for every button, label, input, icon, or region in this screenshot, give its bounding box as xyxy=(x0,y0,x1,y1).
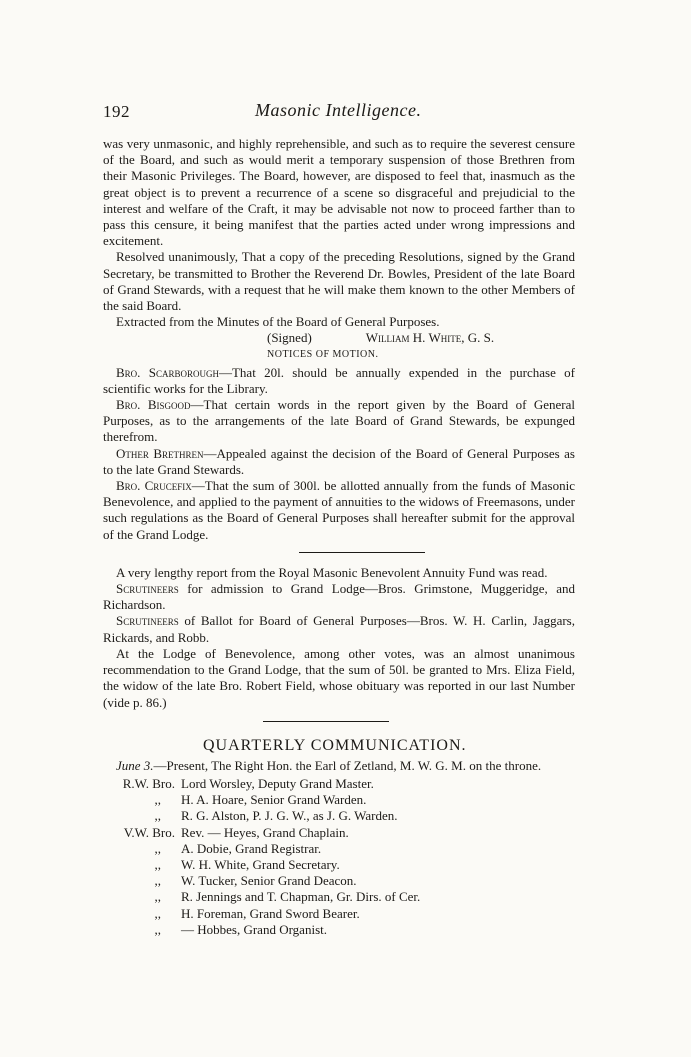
signature-line xyxy=(267,330,575,346)
motion-text: —That 20l. should be annually expended in the purchase of scientific works for the Library. xyxy=(103,364,575,396)
roster-entry: — Hobbes, Grand Organist. xyxy=(181,921,327,937)
roster-row xyxy=(103,906,575,922)
scrutineers-text: for admission to Grand Lodge—Bros. Grimstone, Muggeridge, and Richardson. xyxy=(103,581,575,613)
roster-label: ,, xyxy=(154,856,161,872)
paragraph-annuity-report: A very lengthy report from the Royal Masonic Benevolent Annuity Fund was read. xyxy=(116,564,548,580)
paragraph-scrutineers-admission xyxy=(103,581,575,613)
paragraph-qc-intro xyxy=(103,758,575,774)
motion-bisgood xyxy=(103,397,575,446)
roster-entry: W. H. White, Grand Secretary. xyxy=(181,856,340,872)
roster-label: R.W. Bro. xyxy=(122,775,175,791)
motion-text: —Appealed against the decision of the Board of General Purposes as to the late Grand Stewards. xyxy=(103,445,575,477)
motion-lead: Bro. Crucefix xyxy=(116,478,192,494)
roster-row xyxy=(103,776,575,792)
roster-row xyxy=(103,792,575,808)
signatory-name: William H. White xyxy=(365,330,462,346)
page-number: 192 xyxy=(103,102,130,121)
signatory-suffix: , G. S. xyxy=(461,330,495,346)
section-divider xyxy=(263,721,389,722)
roster-entry: W. Tucker, Senior Grand Deacon. xyxy=(181,873,357,889)
roster-row xyxy=(103,825,575,841)
roster-label: V.W. Bro. xyxy=(123,824,175,840)
motion-text: —That certain words in the report given by the Board of General Purposes, as to the arrangements of the late Board of Grand Stewards, be expunged therefrom. xyxy=(103,397,575,445)
motion-crucefix xyxy=(103,478,575,543)
roster-label: ,, xyxy=(154,808,161,824)
roster-label: ,, xyxy=(154,873,161,889)
motion-other-brethren xyxy=(103,446,575,478)
section-title: QUARTERLY COMMUNICATION. xyxy=(203,736,467,754)
roster-label: ,, xyxy=(154,840,161,856)
roster-row xyxy=(103,889,575,905)
roster-entry: Lord Worsley, Deputy Grand Master. xyxy=(181,775,374,791)
roster-row xyxy=(103,841,575,857)
roster-entry: H. A. Hoare, Senior Grand Warden. xyxy=(181,792,367,808)
roster-label: ,, xyxy=(154,889,161,905)
page-header xyxy=(103,100,575,126)
roster-entry: A. Dobie, Grand Registrar. xyxy=(181,840,322,856)
motion-scarborough xyxy=(103,365,575,397)
roster-row xyxy=(103,808,575,824)
section-divider xyxy=(299,552,425,553)
paragraph-benevolence: At the Lodge of Benevolence, among other votes, was an almost unanimous recommendation to the Grand Lodge, that the sum of 50l. be granted to Mrs. Eliza Field, the widow of the late Bro. Robert Field, whose obituary was reported in our last Number (vide p. 86.) xyxy=(103,645,575,710)
motion-lead: Bro. Bisgood xyxy=(116,397,191,413)
scrutineers-lead: Scrutineers xyxy=(116,581,179,597)
motion-lead: Bro. Scarborough xyxy=(116,364,219,380)
motion-lead: Other Brethren xyxy=(116,445,204,461)
roster-entry: R. G. Alston, P. J. G. W., as J. G. Warden. xyxy=(181,808,398,824)
roster-entry: H. Foreman, Grand Sword Bearer. xyxy=(181,905,360,921)
roster-label: ,, xyxy=(154,921,161,937)
motion-text: —That the sum of 300l. be allotted annually from the funds of Masonic Benevolence, and applied to the payment of annuities to the widows of Freemasons, under such regulations as the Board of General Purposes shall hereafter submit for the approval of the Grand Lodge. xyxy=(103,478,575,542)
roster-row xyxy=(103,922,575,938)
paragraph-resolution: Resolved unanimously, That a copy of the preceding Resolutions, signed by the Grand Secretary, be transmitted to Brother the Reverend Dr. Bowles, President of the late Board of Grand Stewards, with a request that he will make them known to the other Members of the said Board. xyxy=(103,249,575,314)
scrutineers-text: of Ballot for Board of General Purposes—Bros. W. H. Carlin, Jaggars, Rickards, and Robb. xyxy=(103,613,575,645)
roster-entry: R. Jennings and T. Chapman, Gr. Dirs. of Cer. xyxy=(181,889,421,905)
roster-row xyxy=(103,857,575,873)
roster-entry: Rev. — Heyes, Grand Chaplain. xyxy=(181,824,349,840)
paragraph-scrutineers-ballot xyxy=(103,613,575,645)
signed-label: (Signed) xyxy=(267,330,312,346)
qc-date: June 3. xyxy=(116,757,154,773)
paragraph-extract: Extracted from the Minutes of the Board of General Purposes. xyxy=(116,314,440,330)
paragraph-censure: was very unmasonic, and highly reprehensible, and such as to require the severest censure of the Board, and such as would merit a temporary suspension of those Brethren from their Masonic Privileges. The Board, however, are disposed to feel that, inasmuch as the great object is to prevent a recurrence of a scene so disgraceful and prejudicial to the interest and welfare of the Craft, it may be advisable not now to proceed farther than to pass this censure, it being manifest that the parties acted under wrong impressions and excitement. xyxy=(103,136,575,249)
notices-heading: NOTICES OF MOTION. xyxy=(267,348,379,360)
scrutineers-lead: Scrutineers xyxy=(116,613,179,629)
running-title: Masonic Intelligence. xyxy=(255,100,422,120)
page xyxy=(103,100,575,938)
roster-label: ,, xyxy=(154,792,161,808)
qc-intro-text: —Present, The Right Hon. the Earl of Zetland, M. W. G. M. on the throne. xyxy=(153,757,542,773)
roster-label: ,, xyxy=(154,905,161,921)
officers-roster xyxy=(103,776,575,938)
roster-row xyxy=(103,873,575,889)
